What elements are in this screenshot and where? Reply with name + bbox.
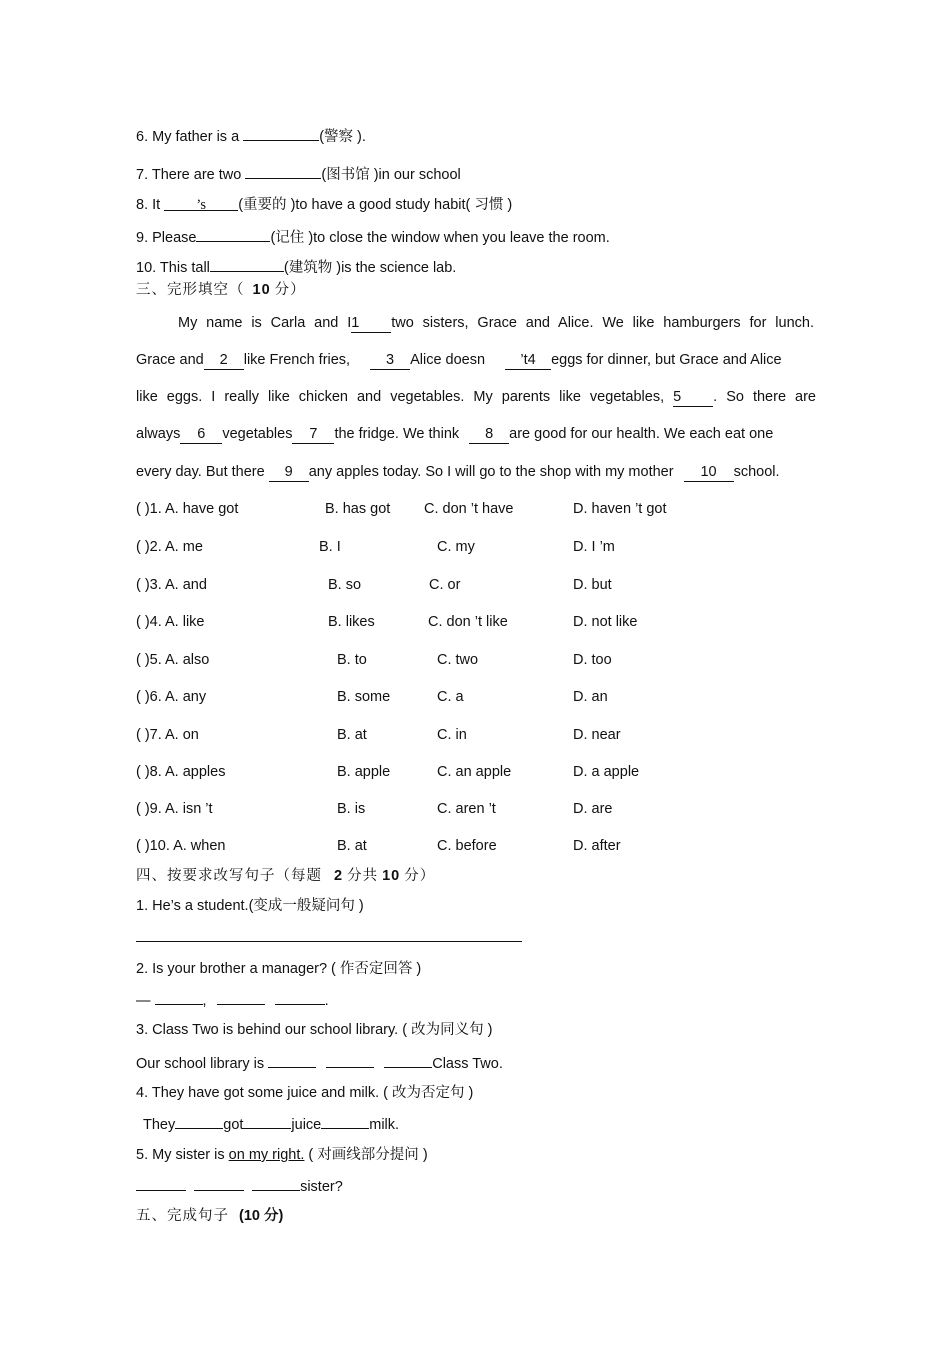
- rewrite-q1: 1. He’s a student.(变成一般疑问句 ): [136, 898, 364, 914]
- cloze-blank-10[interactable]: 10: [684, 463, 734, 482]
- answer-blank[interactable]: [194, 1176, 244, 1191]
- answer-line[interactable]: [136, 941, 522, 942]
- rewrite-q2: 2. Is your brother a manager? ( 作否定回答 ): [136, 961, 422, 977]
- answer-blank[interactable]: [243, 126, 319, 141]
- answer-blank[interactable]: [175, 1114, 223, 1129]
- cloze-blank-5[interactable]: 5: [673, 388, 713, 407]
- passage-line-5: every day. But there 9 any apples today. So I will go to the shop with my mother 10 school.: [136, 464, 780, 480]
- cloze-blank-6[interactable]: 6: [180, 425, 222, 444]
- rewrite-q3: 3. Class Two is behind our school library. ( 改为同义句 ): [136, 1022, 493, 1038]
- section-3-title: 三、完形填空（ 10 分）: [136, 282, 306, 298]
- answer-blank[interactable]: [384, 1053, 432, 1068]
- question-8: 8. It ’s (重要的 )to have a good study habit( 习惯 ): [136, 197, 513, 213]
- rewrite-q2-answer: — , .: [136, 990, 329, 1010]
- answer-blank[interactable]: [275, 990, 325, 1005]
- passage-line-1: My name is Carla and I1 two sisters, Grace and Alice. We like hamburgers for lunch.: [178, 315, 814, 331]
- answer-blank[interactable]: [196, 227, 270, 242]
- cloze-blank-1[interactable]: 1: [351, 314, 391, 333]
- cloze-blank-7[interactable]: 7: [292, 425, 334, 444]
- question-6: 6. My father is a (警察 ).: [136, 126, 366, 146]
- answer-blank[interactable]: [136, 1176, 186, 1191]
- passage-line-4: always 6 vegetables 7 the fridge. We think 8 are good for our health. We each eat one: [136, 426, 774, 442]
- passage-line-3: like eggs. I really like chicken and vegetables. My parents like vegetables, 5 . So there are: [136, 389, 816, 405]
- answer-blank[interactable]: [268, 1053, 316, 1068]
- question-9: 9. Please (记住 )to close the window when you leave the room.: [136, 227, 610, 247]
- section-5-title: 五、完成句子 (10 分): [136, 1208, 284, 1224]
- rewrite-q5-answer: sister?: [136, 1176, 343, 1196]
- rewrite-q4: 4. They have got some juice and milk. ( 改为否定句 ): [136, 1085, 474, 1101]
- passage-line-2: Grace and 2 like French fries, 3 Alice doesn ’t4 eggs for dinner, but Grace and Alice: [136, 352, 782, 368]
- answer-blank[interactable]: [243, 1114, 291, 1129]
- answer-blank[interactable]: [155, 990, 203, 1005]
- answer-blank[interactable]: [321, 1114, 369, 1129]
- cloze-blank-2[interactable]: 2: [204, 351, 244, 370]
- cloze-blank-3[interactable]: 3: [370, 351, 410, 370]
- question-7: 7. There are two (图书馆 )in our school: [136, 164, 461, 184]
- answer-blank[interactable]: [245, 164, 321, 179]
- answer-blank[interactable]: [326, 1053, 374, 1068]
- answer-blank[interactable]: [217, 990, 265, 1005]
- answer-blank[interactable]: ’s: [164, 196, 238, 211]
- rewrite-q4-answer: They got juice milk.: [143, 1114, 399, 1134]
- rewrite-q3-answer: Our school library is Class Two.: [136, 1053, 503, 1073]
- section-4-title: 四、按要求改写句子（每题 2 分共 10 分）: [136, 868, 436, 884]
- answer-blank[interactable]: [210, 257, 284, 272]
- cloze-blank-8[interactable]: 8: [469, 425, 509, 444]
- cloze-blank-9[interactable]: 9: [269, 463, 309, 482]
- question-10: 10. This tall (建筑物 )is the science lab.: [136, 257, 456, 277]
- answer-blank[interactable]: [252, 1176, 300, 1191]
- cloze-blank-4[interactable]: ’t4: [505, 351, 551, 370]
- rewrite-q5: 5. My sister is on my right. ( 对画线部分提问 ): [136, 1147, 428, 1163]
